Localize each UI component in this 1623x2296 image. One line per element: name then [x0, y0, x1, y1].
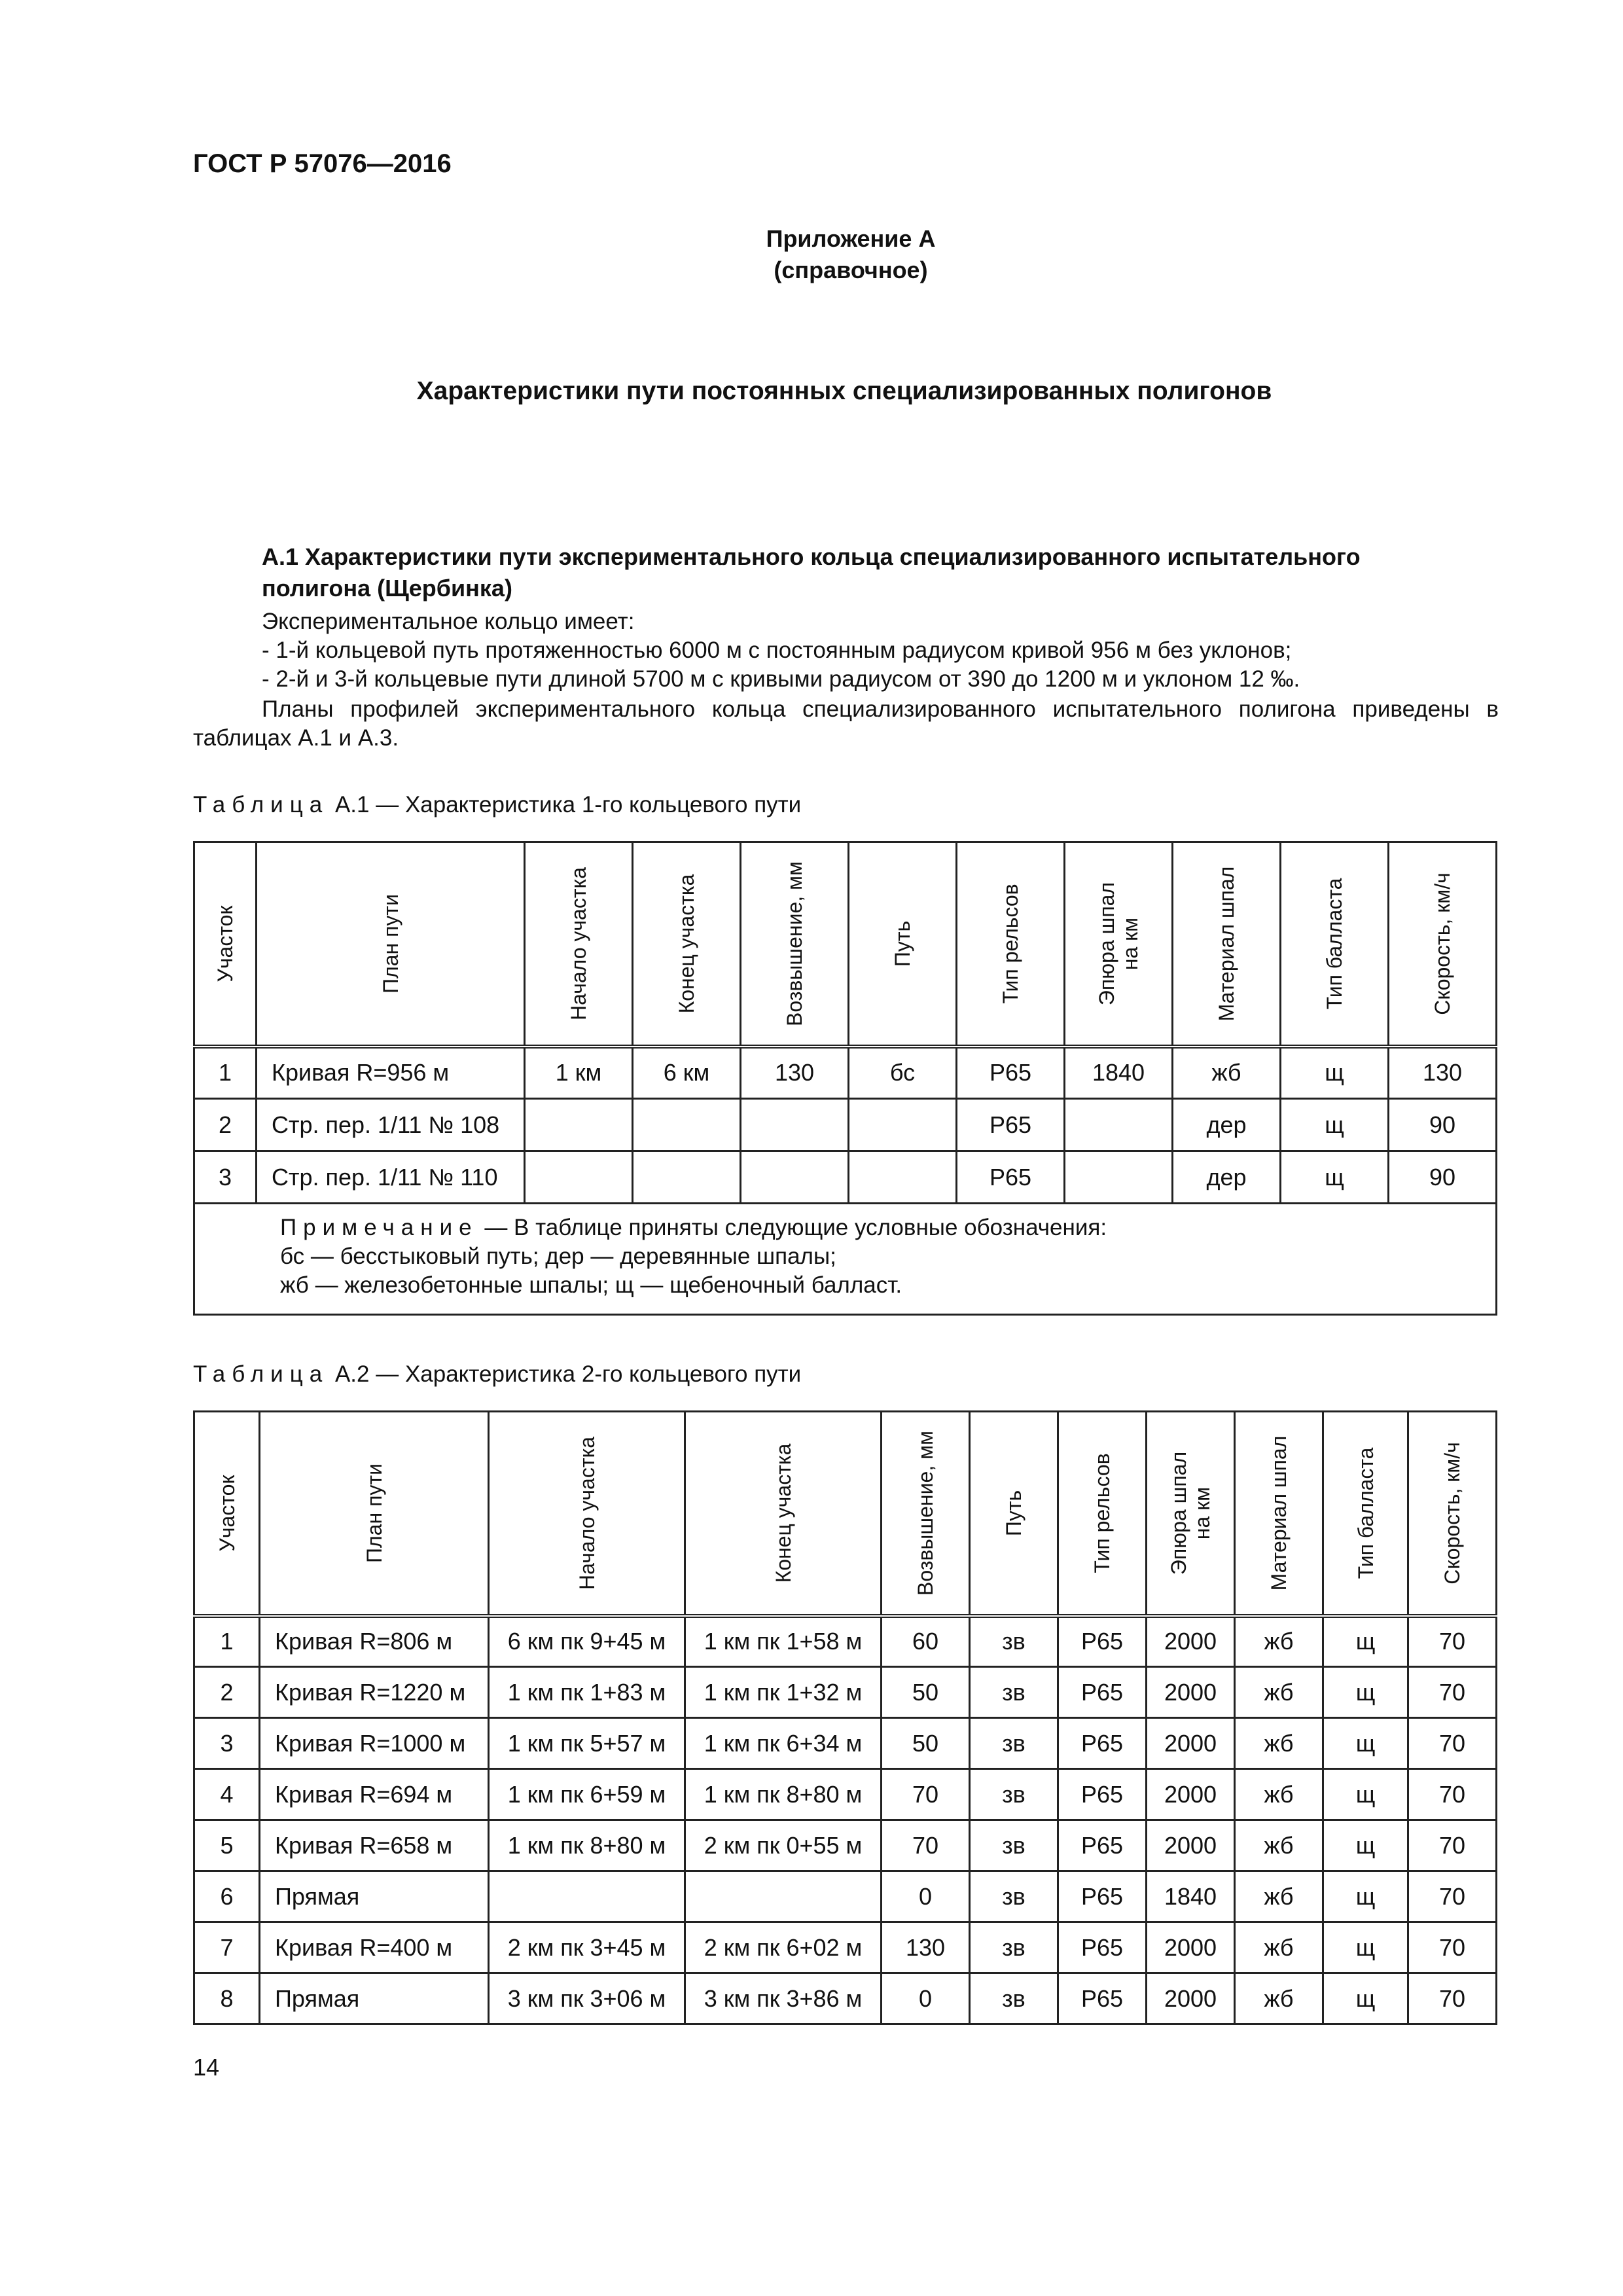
table-row	[194, 1047, 1497, 1099]
table-cell: жб	[1235, 1667, 1323, 1718]
table-cell: 3	[194, 1151, 257, 1204]
table-cell: 1 км пк 8+80 м	[685, 1769, 882, 1820]
header-label: Материал шпал	[1267, 1435, 1291, 1591]
table-cell: 2000	[1147, 1922, 1235, 1973]
table-cell: зв	[970, 1820, 1058, 1871]
section-title: Характеристики пути постоянных специализированных полигонов	[416, 377, 1272, 405]
header-cell	[257, 842, 525, 1047]
table-cell: 50	[882, 1718, 970, 1769]
table-cell: 70	[1408, 1973, 1497, 2024]
table-cell: 130	[1389, 1047, 1497, 1099]
table-cell: 2000	[1147, 1973, 1235, 2024]
table-cell: Р65	[1058, 1871, 1147, 1922]
table-cell: 1840	[1147, 1871, 1235, 1922]
table-cell: Р65	[957, 1151, 1065, 1204]
table-cell: 1 км пк 8+80 м	[489, 1820, 685, 1871]
table-cell: 2000	[1147, 1616, 1235, 1667]
table-cell: 2 км пк 0+55 м	[685, 1820, 882, 1871]
table-cell: 0	[882, 1871, 970, 1922]
caption-text: А.1 — Характеристика 1-го кольцевого пути	[329, 792, 802, 817]
table-cell: 1 км пк 1+58 м	[685, 1616, 882, 1667]
table-cell: 70	[1408, 1820, 1497, 1871]
table-header-row	[194, 842, 1497, 1047]
header-label: Тип рельсов	[999, 884, 1022, 1004]
table-cell: 8	[194, 1973, 260, 2024]
table-cell: 2000	[1147, 1820, 1235, 1871]
table-cell: Р65	[1058, 1922, 1147, 1973]
header-cell	[633, 842, 741, 1047]
table-cell: щ	[1281, 1099, 1389, 1151]
table-cell: дер	[1173, 1151, 1281, 1204]
table-cell: 6	[194, 1871, 260, 1922]
table-cell: Прямая	[260, 1973, 489, 2024]
table-cell: зв	[970, 1667, 1058, 1718]
table-cell: жб	[1173, 1047, 1281, 1099]
intro-paragraph	[262, 607, 1300, 694]
bullet-item: - 1-й кольцевой путь протяженностью 6000 м с постоянным радиусом кривой 956 м без уклонов;	[262, 637, 1292, 663]
table-row	[194, 1922, 1497, 1973]
table-row	[194, 1820, 1497, 1871]
table-cell: щ	[1323, 1616, 1408, 1667]
table-cell: зв	[970, 1616, 1058, 1667]
header-label: Путь	[1002, 1490, 1026, 1536]
table-cell: 1 км пк 1+83 м	[489, 1667, 685, 1718]
table-cell: 2 км пк 3+45 м	[489, 1922, 685, 1973]
table-cell	[633, 1099, 741, 1151]
header-label: Материал шпал	[1215, 866, 1238, 1022]
table-cell: 70	[1408, 1718, 1497, 1769]
table-cell: Р65	[1058, 1616, 1147, 1667]
header-label: Конец участка	[675, 874, 698, 1014]
bullet-item: - 2-й и 3-й кольцевые пути длиной 5700 м с кривыми радиусом от 390 до 1200 м и уклоном 12 ‰.	[262, 666, 1300, 692]
table-note-row	[194, 1204, 1497, 1315]
header-label: Возвышение, мм	[783, 861, 806, 1026]
header-cell	[1065, 842, 1173, 1047]
table-cell: жб	[1235, 1922, 1323, 1973]
table-cell: щ	[1323, 1973, 1408, 2024]
table-cell: жб	[1235, 1820, 1323, 1871]
note-label: Примечание	[280, 1215, 478, 1240]
table-cell: 6 км	[633, 1047, 741, 1099]
table-cell: 5	[194, 1820, 260, 1871]
table-cell: Прямая	[260, 1871, 489, 1922]
table-cell	[849, 1151, 957, 1204]
caption-label: Таблица	[193, 1361, 329, 1387]
table-cell: 4	[194, 1769, 260, 1820]
caption-label: Таблица	[193, 792, 329, 817]
table-row	[194, 1616, 1497, 1667]
table-cell: жб	[1235, 1616, 1323, 1667]
table-cell	[849, 1099, 957, 1151]
header-label: Скорость, км/ч	[1440, 1441, 1464, 1585]
table-header-row	[194, 1412, 1497, 1616]
table-cell: 2 км пк 6+02 м	[685, 1922, 882, 1973]
table-cell: Кривая R=1220 м	[260, 1667, 489, 1718]
table-cell: щ	[1281, 1047, 1389, 1099]
table-cell: 70	[1408, 1871, 1497, 1922]
table2-caption	[193, 1361, 801, 1388]
table-cell: 90	[1389, 1151, 1497, 1204]
table-cell: Р65	[957, 1047, 1065, 1099]
table-cell: жб	[1235, 1871, 1323, 1922]
table-cell: щ	[1323, 1667, 1408, 1718]
header-label: Участок	[213, 905, 237, 982]
table-cell: Кривая R=694 м	[260, 1769, 489, 1820]
table-cell: бс	[849, 1047, 957, 1099]
header-label: Участок	[215, 1475, 239, 1552]
header-label: Начало участка	[567, 867, 590, 1020]
table-cell	[741, 1099, 849, 1151]
paragraph-line: таблицах А.1 и А.3.	[193, 725, 399, 751]
table-cell: 1 км	[525, 1047, 633, 1099]
note-text: — В таблице приняты следующие условные обозначения:	[478, 1215, 1107, 1240]
table-cell: 0	[882, 1973, 970, 2024]
table-cell: 1 км пк 5+57 м	[489, 1718, 685, 1769]
table-cell: 1840	[1065, 1047, 1173, 1099]
table-cell: 70	[1408, 1922, 1497, 1973]
header-cell	[1408, 1412, 1497, 1616]
table-cell: 6 км пк 9+45 м	[489, 1616, 685, 1667]
table-cell: Р65	[1058, 1769, 1147, 1820]
header-cell	[1147, 1412, 1235, 1616]
header-cell	[741, 842, 849, 1047]
table-cell: Р65	[1058, 1820, 1147, 1871]
table-cell: жб	[1235, 1769, 1323, 1820]
table-cell	[685, 1871, 882, 1922]
table-row	[194, 1871, 1497, 1922]
header-label: Тип рельсов	[1090, 1453, 1114, 1573]
header-label: Тип балласта	[1353, 1447, 1378, 1579]
table-cell: 70	[1408, 1616, 1497, 1667]
table-cell: 50	[882, 1667, 970, 1718]
header-cell	[970, 1412, 1058, 1616]
table-cell: 70	[1408, 1667, 1497, 1718]
subsection-title	[262, 541, 1492, 604]
table-cell: 130	[741, 1047, 849, 1099]
table-cell: 130	[882, 1922, 970, 1973]
table-cell	[525, 1099, 633, 1151]
subsection-title-line1: А.1 Характеристики пути экспериментального кольца специализированного испытательного	[262, 543, 1361, 570]
header-label: План пути	[362, 1463, 386, 1563]
table-cell: Кривая R=400 м	[260, 1922, 489, 1973]
header-cell	[1173, 842, 1281, 1047]
table-cell: щ	[1323, 1922, 1408, 1973]
header-label: Путь	[891, 920, 914, 967]
header-cell	[194, 1412, 260, 1616]
note-text: бс — бесстыковый путь; дер — деревянные шпалы;	[280, 1244, 836, 1269]
header-label: Скорость, км/ч	[1431, 872, 1454, 1015]
table-cell: зв	[970, 1769, 1058, 1820]
table-cell: Кривая R=1000 м	[260, 1718, 489, 1769]
table-cell: щ	[1323, 1820, 1408, 1871]
table-cell: Стр. пер. 1/11 № 108	[257, 1099, 525, 1151]
document-code: ГОСТ Р 57076—2016	[193, 149, 452, 178]
table1-caption	[193, 792, 801, 818]
header-cell	[849, 842, 957, 1047]
table-cell: 2000	[1147, 1718, 1235, 1769]
table-cell: 90	[1389, 1099, 1497, 1151]
header-cell	[489, 1412, 685, 1616]
header-cell	[1323, 1412, 1408, 1616]
table-cell: 3 км пк 3+86 м	[685, 1973, 882, 2024]
table-cell: жб	[1235, 1973, 1323, 2024]
table-cell: Р65	[957, 1099, 1065, 1151]
table-cell	[1065, 1151, 1173, 1204]
table-cell: Р65	[1058, 1973, 1147, 2024]
table-cell: 70	[882, 1820, 970, 1871]
note-text: жб — железобетонные шпалы; щ — щебеночный балласт.	[280, 1272, 902, 1298]
table-cell: зв	[970, 1973, 1058, 2024]
table-cell: 7	[194, 1922, 260, 1973]
table-row	[194, 1718, 1497, 1769]
table-cell: 3 км пк 3+06 м	[489, 1973, 685, 2024]
page-number: 14	[193, 2054, 220, 2081]
caption-text: А.2 — Характеристика 2-го кольцевого пути	[329, 1361, 802, 1387]
table-row	[194, 1151, 1497, 1204]
table-cell	[525, 1151, 633, 1204]
table-cell: 2	[194, 1099, 257, 1151]
table-cell: Кривая R=806 м	[260, 1616, 489, 1667]
subsection-title-line2: полигона (Щербинка)	[262, 575, 512, 601]
header-cell	[685, 1412, 882, 1616]
table-cell: 1 км пк 1+32 м	[685, 1667, 882, 1718]
reference-paragraph	[193, 695, 1499, 753]
header-cell	[194, 842, 257, 1047]
table-cell: 2000	[1147, 1667, 1235, 1718]
table-cell: Кривая R=658 м	[260, 1820, 489, 1871]
intro-text: Экспериментальное кольцо имеет:	[262, 609, 635, 634]
table-cell: зв	[970, 1718, 1058, 1769]
table-row	[194, 1769, 1497, 1820]
table-a1	[193, 841, 1497, 1316]
table-cell: 1 км пк 6+59 м	[489, 1769, 685, 1820]
table-cell: 1	[194, 1047, 257, 1099]
table-cell	[1065, 1099, 1173, 1151]
table-cell: Стр. пер. 1/11 № 110	[257, 1151, 525, 1204]
table-cell: 70	[882, 1769, 970, 1820]
header-cell	[1235, 1412, 1323, 1616]
table-note	[194, 1204, 1497, 1315]
header-label: Возвышение, мм	[914, 1430, 937, 1596]
table-cell: 1	[194, 1616, 260, 1667]
header-label: Эпюра шпал на км	[1167, 1451, 1214, 1575]
table-cell: Р65	[1058, 1667, 1147, 1718]
header-cell	[1058, 1412, 1147, 1616]
header-label: План пути	[378, 893, 402, 994]
table-cell	[633, 1151, 741, 1204]
header-cell	[1389, 842, 1497, 1047]
table-cell: 3	[194, 1718, 260, 1769]
header-label: Конец участка	[771, 1443, 795, 1583]
table-row	[194, 1973, 1497, 2024]
table-cell: щ	[1323, 1769, 1408, 1820]
table-cell: зв	[970, 1871, 1058, 1922]
table-cell	[489, 1871, 685, 1922]
header-label: Тип балласта	[1323, 878, 1346, 1010]
paragraph-line: Планы профилей экспериментального кольца специализированного испытательного полигона приведены в	[262, 696, 1499, 722]
table-cell: 2	[194, 1667, 260, 1718]
table-row	[194, 1667, 1497, 1718]
table-cell: зв	[970, 1922, 1058, 1973]
header-label: Эпюра шпал на км	[1095, 882, 1142, 1005]
header-cell	[525, 842, 633, 1047]
table-a2	[193, 1410, 1497, 2025]
header-cell	[260, 1412, 489, 1616]
header-label: Начало участка	[575, 1436, 599, 1590]
table-row	[194, 1099, 1497, 1151]
table-cell: 1 км пк 6+34 м	[685, 1718, 882, 1769]
table-cell: 2000	[1147, 1769, 1235, 1820]
table-cell: щ	[1323, 1718, 1408, 1769]
header-cell	[882, 1412, 970, 1616]
appendix-title: Приложение А	[766, 225, 936, 252]
table-cell: 60	[882, 1616, 970, 1667]
table-cell: Р65	[1058, 1718, 1147, 1769]
header-cell	[1281, 842, 1389, 1047]
table-cell: жб	[1235, 1718, 1323, 1769]
table-cell	[741, 1151, 849, 1204]
appendix-subtitle: (справочное)	[774, 257, 928, 283]
table-cell: 70	[1408, 1769, 1497, 1820]
table-cell: щ	[1281, 1151, 1389, 1204]
header-cell	[957, 842, 1065, 1047]
table-cell: щ	[1323, 1871, 1408, 1922]
table-cell: Кривая R=956 м	[257, 1047, 525, 1099]
table-cell: дер	[1173, 1099, 1281, 1151]
